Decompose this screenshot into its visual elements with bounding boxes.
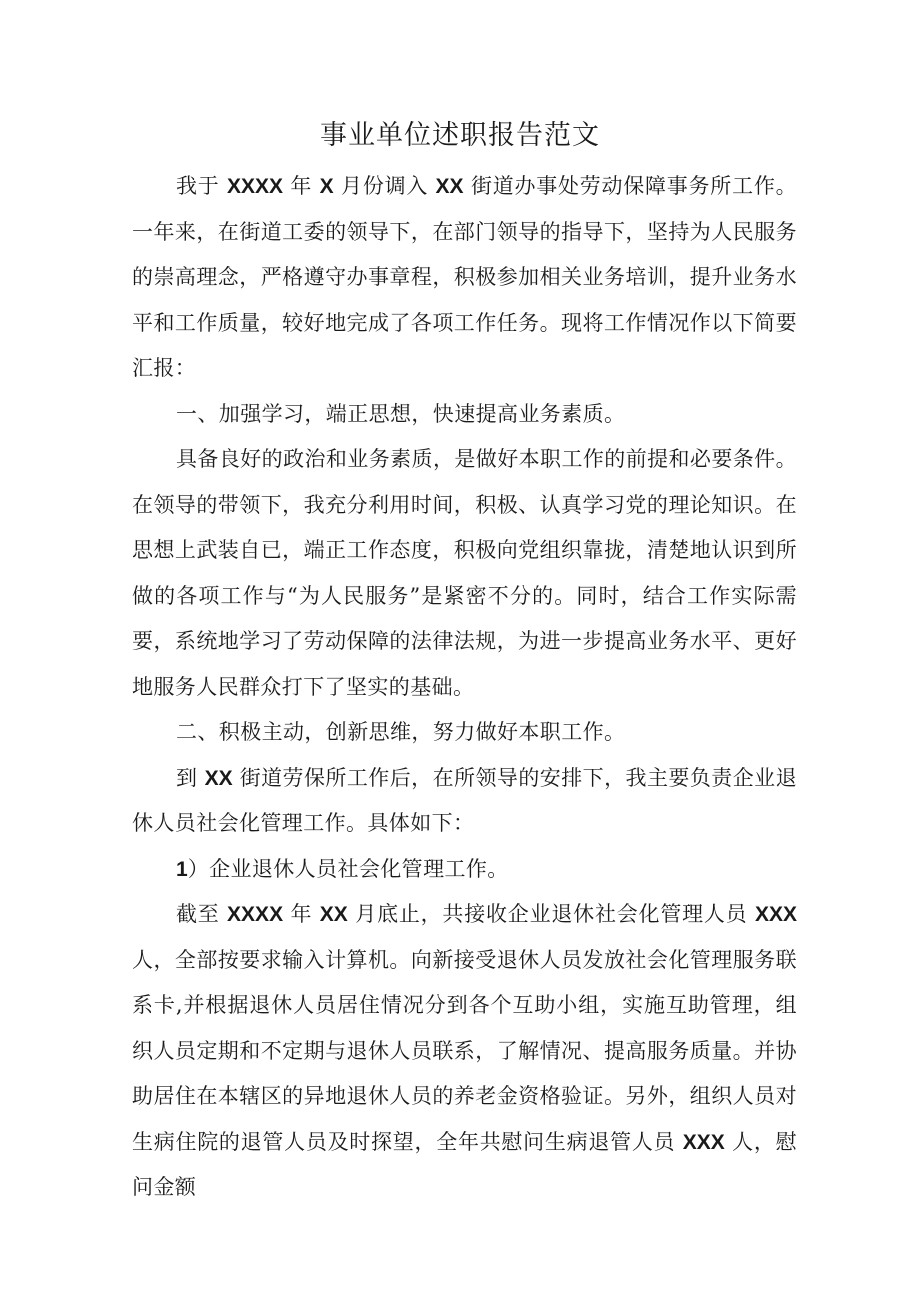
text-run: 月份调入 [333,174,436,198]
list-number: 1 [176,857,188,881]
placeholder-year: XXXX [226,175,283,198]
text-run: 街道劳保所工作后，在所领导的安排下，我主要负责企业退休人员社会化管理工作。具体如下： [132,765,797,835]
paragraph-duties [132,756,797,847]
text-run: ）企业退休人员社会化管理工作。 [187,856,509,881]
section-heading-2: 二、积极主动，创新思维，努力做好本职工作。 [176,720,626,744]
text-run: 年 [282,174,320,198]
text-run: 到 [176,765,205,790]
placeholder-month: XX [319,903,348,926]
paragraph-retirees [132,892,797,1211]
text-run: 人，全部按要求输入计算机。向新接受退休人员发放社会化管理服务联系卡,并根据退休人员居住情况分到各个互助小组，实施互助管理，组织人员定期和不定期与退休人员联系，了解情况、提高服务质量。并协助居住在本辖区的异地退休人员的养老金资格验证。另外，组织人员对生病住院的退管人员及时探望，全年共慰问生病退管人员 [132,947,797,1154]
paragraph-study: 具备良好的政治和业务素质，是做好本职工作的前提和必要条件。在领导的带领下，我充分利用时间，积极、认真学习党的理论知识。在思想上武装自已，端正工作态度，积极向党组织靠拢，清楚地认识到所做的各项工作与“为人民服务”是紧密不分的。同时，结合工作实际需要，系统地学习了劳动保障的法律法规，为进一步提高业务水平、更好地服务人民群众打下了坚实的基础。 [132,447,797,699]
document-body [132,164,797,1211]
text-run: 月底止，共接收企业退休社会化管理人员 [347,902,755,926]
placeholder-year: XXXX [227,903,284,926]
placeholder-count: XXX [682,1130,725,1154]
text-run: 年 [283,902,320,926]
placeholder-count: XXX [754,903,797,926]
sub-heading-1 [132,847,797,893]
text-run: 我于 [176,174,227,198]
placeholder-street: XX [435,175,464,198]
text-run: 街道办事处劳动保障事务所工作。一年来，在街道工委的领导下，在部门领导的指导下，坚持为人民服务的崇高理念，严格遵守办事章程，积极参加相关业务培训，提升业务水平和工作质量，较好地完成了各项工作任务。现将工作情况作以下简要汇报： [132,174,797,380]
document-title: 事业单位述职报告范文 [320,120,600,151]
placeholder-month: X [319,175,334,198]
text-run: 人，慰问金额 [132,1129,798,1199]
section-heading-1: 一、加强学习，端正思想，快速提高业务素质。 [176,401,626,426]
text-run: 截至 [176,902,228,926]
placeholder-street: XX [204,766,233,790]
paragraph-intro [132,164,797,392]
